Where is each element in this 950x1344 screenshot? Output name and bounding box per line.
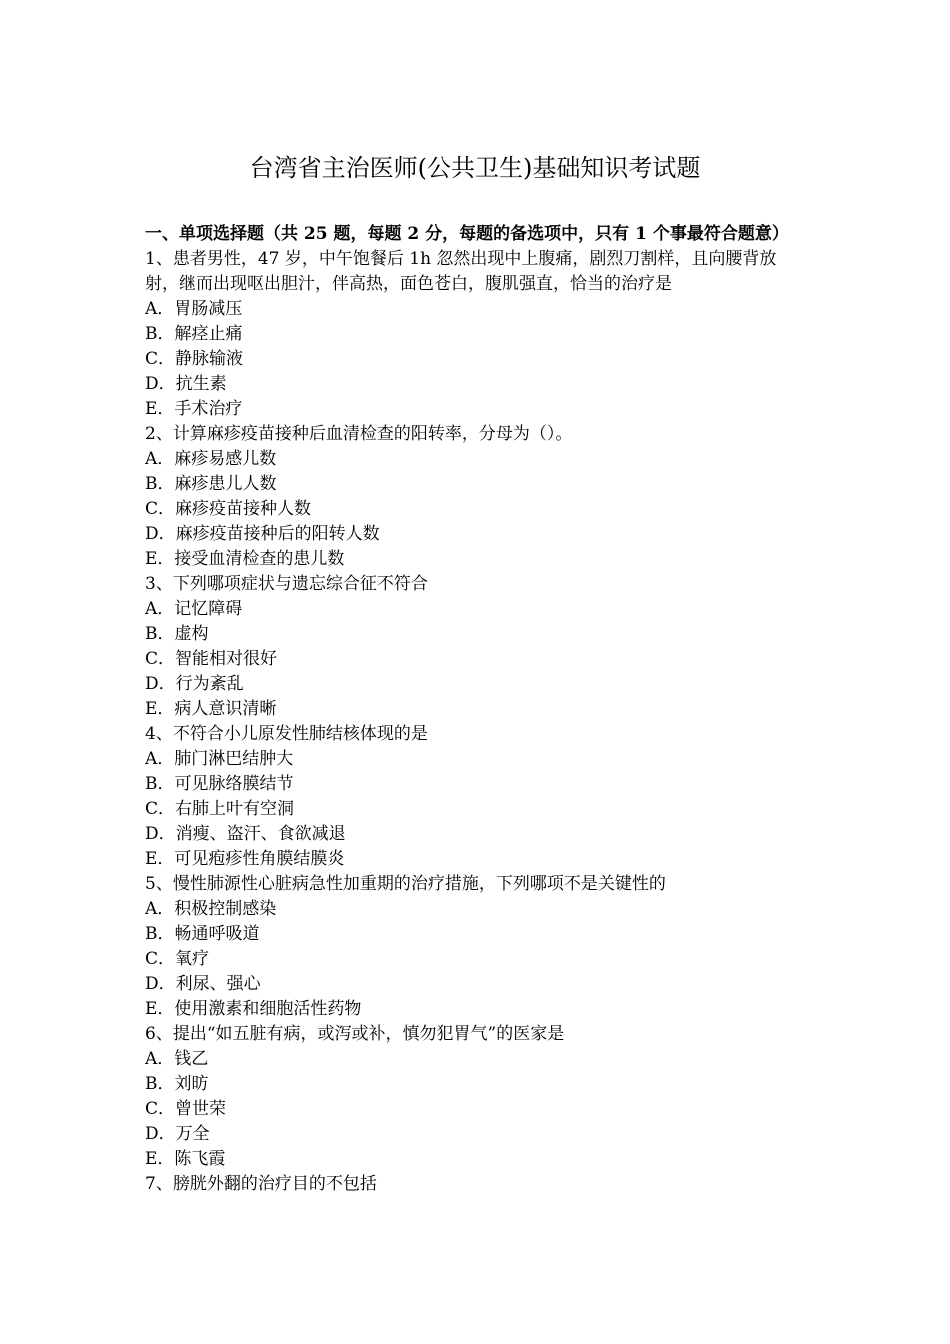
option-b: B．刘昉: [145, 1074, 209, 1094]
option-a: A．钱乙: [145, 1049, 209, 1069]
option-e: E．陈飞霞: [145, 1149, 226, 1169]
option-c: C．麻疹疫苗接种人数: [145, 499, 312, 519]
option-a: A．记忆障碍: [145, 599, 243, 619]
option-c: C．右肺上叶有空洞: [145, 799, 295, 819]
option-d: D．抗生素: [145, 374, 227, 394]
question-5: [145, 872, 810, 1022]
question-7: [145, 1172, 810, 1197]
option-b: B．畅通呼吸道: [145, 924, 260, 944]
option-d: D．行为紊乱: [145, 674, 244, 694]
question-text: 6、提出“如五脏有病，或泻或补，慎勿犯胃气”的医家是: [145, 1024, 565, 1044]
option-e: E．可见疱疹性角膜结膜炎: [145, 849, 345, 869]
section-heading: 一、单项选择题（共 25 题，每题 2 分，每题的备选项中，只有 1 个事最符合题意）: [145, 224, 789, 244]
option-a: A．麻疹易感儿数: [145, 449, 277, 469]
document-title: 台湾省主治医师(公共卫生)基础知识考试题: [249, 154, 701, 182]
question-1: [145, 247, 810, 422]
question-text: 2、计算麻疹疫苗接种后血清检查的阳转率，分母为（）。: [145, 424, 573, 444]
option-e: E．接受血清检查的患儿数: [145, 549, 345, 569]
option-e: E．使用激素和细胞活性药物: [145, 999, 362, 1019]
option-d: D．麻疹疫苗接种后的阳转人数: [145, 524, 380, 544]
option-b: B．可见脉络膜结节: [145, 774, 294, 794]
option-a: A．胃肠减压: [145, 299, 243, 319]
option-d: D．利尿、强心: [145, 974, 261, 994]
question-text: 4、不符合小儿原发性肺结核体现的是: [145, 724, 428, 744]
option-e: E．手术治疗: [145, 399, 243, 419]
question-2: [145, 422, 810, 572]
option-c: C．曾世荣: [145, 1099, 227, 1119]
option-e: E．病人意识清晰: [145, 699, 277, 719]
question-6: [145, 1022, 810, 1172]
document-content: [145, 222, 810, 1197]
question-text: 7、膀胱外翻的治疗目的不包括: [145, 1174, 377, 1194]
question-3: [145, 572, 810, 722]
question-text: 5、慢性肺源性心脏病急性加重期的治疗措施，下列哪项不是关键性的: [145, 874, 666, 894]
option-b: B．虚构: [145, 624, 209, 644]
option-a: A．肺门淋巴结肿大: [145, 749, 294, 769]
option-d: D．万全: [145, 1124, 210, 1144]
option-a: A．积极控制感染: [145, 899, 277, 919]
option-c: C．智能相对很好: [145, 649, 278, 669]
option-d: D．消瘦、盗汗、食欲减退: [145, 824, 346, 844]
question-text: 3、下列哪项症状与遗忘综合征不符合: [145, 574, 428, 594]
question-4: [145, 722, 810, 872]
option-b: B．麻疹患儿人数: [145, 474, 277, 494]
option-c: C．静脉输液: [145, 349, 244, 369]
option-c: C．氧疗: [145, 949, 210, 969]
question-text: 1、患者男性，47 岁，中午饱餐后 1h 忽然出现中上腹痛，剧烈刀割样，且向腰背放射，继而出现呕出胆汁，伴高热，面色苍白，腹肌强直，恰当的治疗是: [145, 249, 777, 294]
option-b: B．解痉止痛: [145, 324, 243, 344]
